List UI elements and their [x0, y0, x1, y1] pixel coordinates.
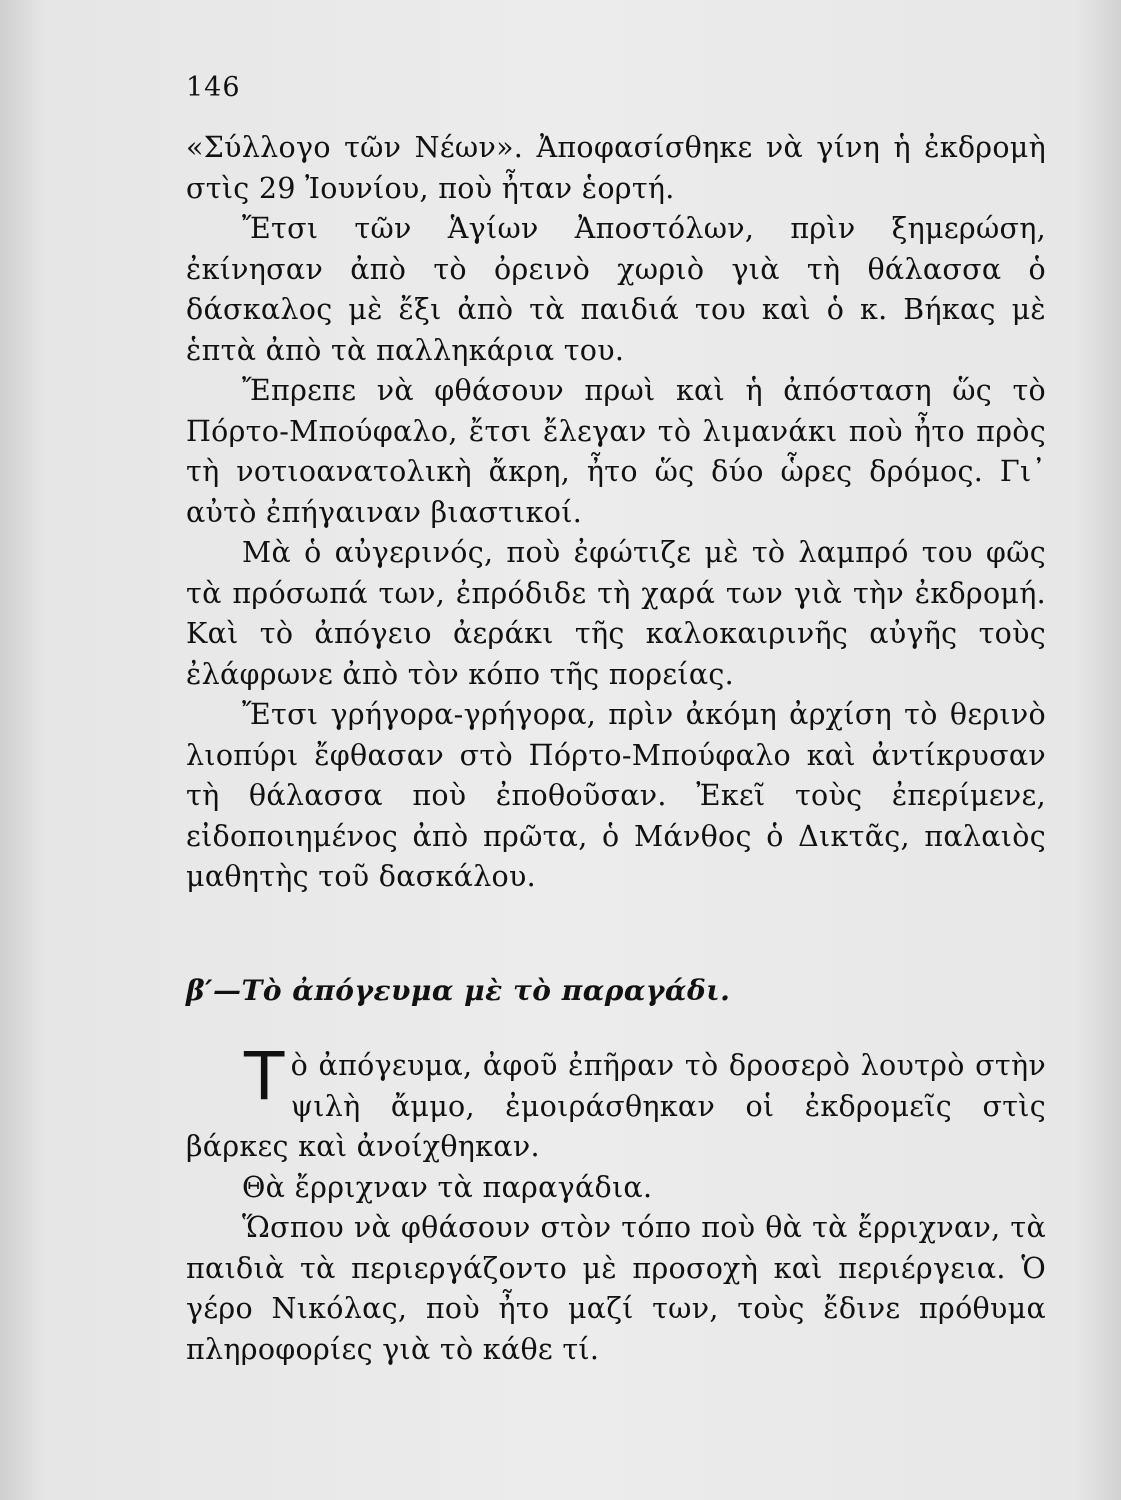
page-number: 146	[186, 72, 241, 103]
section-heading: β′—Τὸ ἀπόγευμα μὲ τὸ παραγάδι.	[186, 974, 731, 1007]
paragraph	[186, 1038, 1046, 1168]
text-block-2	[186, 1038, 1046, 1370]
paragraph: Θὰ ἔρριχναν τὰ παραγάδια.	[242, 1170, 653, 1204]
paragraph: «Σύλλογο τῶν Νέων». Ἀποφασίσθηκε νὰ γίνη ἡ ἐκδρομὴ στὶς 29 Ἰουνίου, ποὺ ἦταν ἑορτή.	[186, 131, 1046, 205]
paragraph: Ἔτσι τῶν Ἁγίων Ἀποστόλων, πρὶν ξημερώση, ἐκίνησαν ἀπὸ τὸ ὀρεινὸ χωριὸ γιὰ τὴ θάλασσα ὁ δάσκαλος μὲ ἔξι ἀπὸ τὰ παιδιά του καὶ ὁ κ. Βήκας μὲ ἑπτὰ ἀπὸ τὰ παλληκάρια του.	[186, 212, 1046, 367]
paragraph: Ἔτσι γρήγορα-γρήγορα, πρὶν ἀκόμη ἀρχίση τὸ θερινὸ λιοπύρι ἔφθασαν στὸ Πόρτο-Μπούφαλο καὶ ἀντίκρυσαν τὴ θάλασσα ποὺ ἐποθοῦσαν. Ἐκεῖ τοὺς ἐπερίμενε, εἰδοποιημένος ἀπὸ πρῶτα, ὁ Μάνθος ὁ Δικτᾶς, παλαιὸς μαθητὴς τοῦ δασκάλου.	[186, 698, 1046, 893]
drop-cap: Τ	[244, 1038, 285, 1115]
paragraph: Ὥσπου νὰ φθάσουν στὸν τόπο ποὺ θὰ τὰ ἔρριχναν, τὰ παιδιὰ τὰ περιεργάζοντο μὲ προσοχὴ καὶ περιέργεια. Ὁ γέρο Νικόλας, ποὺ ἦτο μαζί των, τοὺς ἔδινε πρόθυμα πληροφορίες γιὰ τὸ κάθε τί.	[186, 1211, 1046, 1366]
paragraph-text: ὸ ἀπόγευμα, ἀφοῦ ἐπῆραν τὸ δροσερὸ λουτρὸ στὴν ψιλὴ ἄμμο, ἐμοιράσθηκαν οἱ ἐκδρομεῖς στὶς βάρκες καὶ ἀνοίχθηκαν.	[186, 1049, 1046, 1163]
text-block-1	[186, 128, 1046, 898]
paragraph: Μὰ ὁ αὐγερινός, ποὺ ἐφώτιζε μὲ τὸ λαμπρό του φῶς τὰ πρόσωπά των, ἐπρόδιδε τὴ χαρά των γιὰ τὴν ἐκδρομή. Καὶ τὸ ἀπόγειο ἀεράκι τῆς καλοκαιρινῆς αὐγῆς τοὺς ἐλάφρωνε ἀπὸ τὸν κόπο τῆς πορείας.	[186, 536, 1046, 691]
paragraph: Ἔπρεπε νὰ φθάσουν πρωὶ καὶ ἡ ἀπόσταση ὥς τὸ Πόρτο-Μπούφαλο, ἔτσι ἔλεγαν τὸ λιμανάκι ποὺ ἦτο πρὸς τὴ νοτιοανατολικὴ ἄκρη, ἦτο ὥς δύο ὧρες δρόμος. Γι᾿ αὐτὸ ἐπήγαιναν βιαστικοί.	[186, 374, 1046, 529]
